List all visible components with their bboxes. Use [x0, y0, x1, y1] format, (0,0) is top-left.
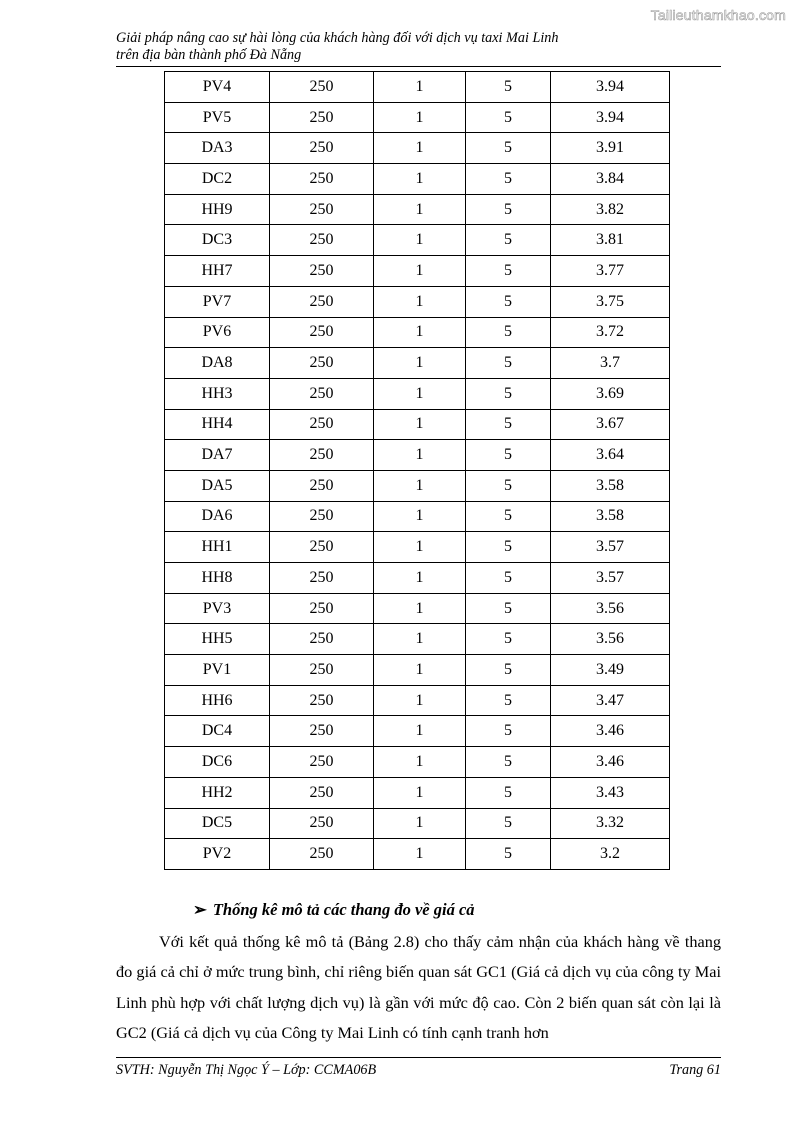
min-cell: 1 — [374, 532, 466, 563]
mean-cell: 3.81 — [551, 225, 670, 256]
max-cell: 5 — [466, 378, 551, 409]
mean-cell: 3.57 — [551, 532, 670, 563]
watermark: Tailieuthamkhao.com — [650, 7, 786, 23]
min-cell: 1 — [374, 164, 466, 195]
table-row — [165, 777, 670, 808]
max-cell: 5 — [466, 532, 551, 563]
mean-cell: 3.47 — [551, 685, 670, 716]
table-row — [165, 532, 670, 563]
max-cell: 5 — [466, 164, 551, 195]
min-cell: 1 — [374, 716, 466, 747]
variable-cell: DC2 — [165, 164, 270, 195]
mean-cell: 3.91 — [551, 133, 670, 164]
max-cell: 5 — [466, 808, 551, 839]
max-cell: 5 — [466, 72, 551, 103]
n-cell: 250 — [270, 378, 374, 409]
n-cell: 250 — [270, 470, 374, 501]
min-cell: 1 — [374, 133, 466, 164]
table-row — [165, 624, 670, 655]
min-cell: 1 — [374, 286, 466, 317]
variable-cell: HH7 — [165, 256, 270, 287]
min-cell: 1 — [374, 593, 466, 624]
mean-cell: 3.84 — [551, 164, 670, 195]
variable-cell: PV3 — [165, 593, 270, 624]
mean-cell: 3.58 — [551, 501, 670, 532]
max-cell: 5 — [466, 225, 551, 256]
min-cell: 1 — [374, 317, 466, 348]
max-cell: 5 — [466, 747, 551, 778]
max-cell: 5 — [466, 685, 551, 716]
variable-cell: HH3 — [165, 378, 270, 409]
max-cell: 5 — [466, 501, 551, 532]
min-cell: 1 — [374, 501, 466, 532]
mean-cell: 3.49 — [551, 655, 670, 686]
n-cell: 250 — [270, 256, 374, 287]
mean-cell: 3.82 — [551, 194, 670, 225]
mean-cell: 3.46 — [551, 716, 670, 747]
max-cell: 5 — [466, 440, 551, 471]
table-row — [165, 164, 670, 195]
table-row — [165, 102, 670, 133]
footer-author: SVTH: Nguyễn Thị Ngọc Ý – Lớp: CCMA06B — [116, 1062, 377, 1078]
n-cell: 250 — [270, 164, 374, 195]
variable-cell: HH6 — [165, 685, 270, 716]
max-cell: 5 — [466, 593, 551, 624]
min-cell: 1 — [374, 747, 466, 778]
variable-cell: HH2 — [165, 777, 270, 808]
min-cell: 1 — [374, 808, 466, 839]
max-cell: 5 — [466, 317, 551, 348]
descriptive-stats-table — [164, 71, 670, 870]
table-row — [165, 378, 670, 409]
n-cell: 250 — [270, 72, 374, 103]
min-cell: 1 — [374, 256, 466, 287]
variable-cell: DA7 — [165, 440, 270, 471]
max-cell: 5 — [466, 102, 551, 133]
mean-cell: 3.56 — [551, 624, 670, 655]
table-row — [165, 286, 670, 317]
mean-cell: 3.58 — [551, 470, 670, 501]
page-number: Trang 61 — [669, 1062, 721, 1078]
min-cell: 1 — [374, 839, 466, 870]
max-cell: 5 — [466, 256, 551, 287]
variable-cell: PV4 — [165, 72, 270, 103]
min-cell: 1 — [374, 470, 466, 501]
max-cell: 5 — [466, 348, 551, 379]
n-cell: 250 — [270, 409, 374, 440]
table-row — [165, 194, 670, 225]
variable-cell: PV1 — [165, 655, 270, 686]
arrow-bullet-icon: ➢ — [193, 900, 207, 919]
variable-cell: DA3 — [165, 133, 270, 164]
mean-cell: 3.67 — [551, 409, 670, 440]
table-row — [165, 133, 670, 164]
section-heading-text: Thống kê mô tả các thang đo về giá cả — [212, 900, 475, 919]
n-cell: 250 — [270, 317, 374, 348]
n-cell: 250 — [270, 563, 374, 594]
mean-cell: 3.75 — [551, 286, 670, 317]
table-row — [165, 470, 670, 501]
n-cell: 250 — [270, 440, 374, 471]
min-cell: 1 — [374, 563, 466, 594]
min-cell: 1 — [374, 440, 466, 471]
max-cell: 5 — [466, 409, 551, 440]
body-paragraph: Với kết quả thống kê mô tả (Bảng 2.8) cho thấy cảm nhận của khách hàng về thang đo giá cả chỉ ở mức trung bình, chỉ riêng biến quan sát GC1 (Giá cả dịch vụ của công ty Mai Linh phù hợp với chất lượng dịch vụ) là gần với mức độ cao. Còn 2 biến quan sát còn lại là GC2 (Giá cả dịch vụ của Công ty Mai Linh có tính cạnh tranh hơn — [116, 932, 721, 1043]
page-header — [116, 30, 721, 64]
table-row — [165, 256, 670, 287]
header-line-2: trên địa bàn thành phố Đà Nẵng — [116, 47, 302, 63]
mean-cell: 3.2 — [551, 839, 670, 870]
table-row — [165, 655, 670, 686]
max-cell: 5 — [466, 194, 551, 225]
table-row — [165, 317, 670, 348]
variable-cell: DC5 — [165, 808, 270, 839]
mean-cell: 3.56 — [551, 593, 670, 624]
variable-cell: HH4 — [165, 409, 270, 440]
max-cell: 5 — [466, 839, 551, 870]
mean-cell: 3.94 — [551, 102, 670, 133]
variable-cell: HH9 — [165, 194, 270, 225]
n-cell: 250 — [270, 532, 374, 563]
mean-cell: 3.46 — [551, 747, 670, 778]
min-cell: 1 — [374, 685, 466, 716]
section-heading — [193, 900, 475, 920]
max-cell: 5 — [466, 133, 551, 164]
header-divider — [116, 66, 721, 67]
n-cell: 250 — [270, 225, 374, 256]
min-cell: 1 — [374, 72, 466, 103]
min-cell: 1 — [374, 777, 466, 808]
variable-cell: PV2 — [165, 839, 270, 870]
header-line-1: Giải pháp nâng cao sự hài lòng của khách hàng đối với dịch vụ taxi Mai Linh — [116, 30, 559, 46]
variable-cell: PV6 — [165, 317, 270, 348]
mean-cell: 3.94 — [551, 72, 670, 103]
table-row — [165, 808, 670, 839]
table-row — [165, 348, 670, 379]
mean-cell: 3.72 — [551, 317, 670, 348]
n-cell: 250 — [270, 839, 374, 870]
table-row — [165, 563, 670, 594]
n-cell: 250 — [270, 286, 374, 317]
max-cell: 5 — [466, 563, 551, 594]
n-cell: 250 — [270, 102, 374, 133]
variable-cell: DC3 — [165, 225, 270, 256]
max-cell: 5 — [466, 777, 551, 808]
table-row — [165, 72, 670, 103]
footer-divider — [116, 1057, 721, 1058]
table-row — [165, 747, 670, 778]
table-row — [165, 440, 670, 471]
variable-cell: HH5 — [165, 624, 270, 655]
mean-cell: 3.57 — [551, 563, 670, 594]
min-cell: 1 — [374, 102, 466, 133]
table-row — [165, 839, 670, 870]
variable-cell: PV5 — [165, 102, 270, 133]
min-cell: 1 — [374, 348, 466, 379]
table-row — [165, 501, 670, 532]
n-cell: 250 — [270, 716, 374, 747]
max-cell: 5 — [466, 286, 551, 317]
mean-cell: 3.69 — [551, 378, 670, 409]
min-cell: 1 — [374, 655, 466, 686]
mean-cell: 3.32 — [551, 808, 670, 839]
min-cell: 1 — [374, 378, 466, 409]
table-row — [165, 593, 670, 624]
table-row — [165, 716, 670, 747]
n-cell: 250 — [270, 194, 374, 225]
max-cell: 5 — [466, 716, 551, 747]
variable-cell: HH1 — [165, 532, 270, 563]
n-cell: 250 — [270, 348, 374, 379]
n-cell: 250 — [270, 624, 374, 655]
max-cell: 5 — [466, 470, 551, 501]
min-cell: 1 — [374, 409, 466, 440]
mean-cell: 3.77 — [551, 256, 670, 287]
variable-cell: DA8 — [165, 348, 270, 379]
mean-cell: 3.43 — [551, 777, 670, 808]
n-cell: 250 — [270, 133, 374, 164]
table-row — [165, 409, 670, 440]
mean-cell: 3.7 — [551, 348, 670, 379]
max-cell: 5 — [466, 655, 551, 686]
table-row — [165, 225, 670, 256]
max-cell: 5 — [466, 624, 551, 655]
n-cell: 250 — [270, 685, 374, 716]
n-cell: 250 — [270, 808, 374, 839]
variable-cell: DA5 — [165, 470, 270, 501]
n-cell: 250 — [270, 593, 374, 624]
min-cell: 1 — [374, 225, 466, 256]
variable-cell: DC4 — [165, 716, 270, 747]
min-cell: 1 — [374, 194, 466, 225]
variable-cell: HH8 — [165, 563, 270, 594]
variable-cell: DC6 — [165, 747, 270, 778]
variable-cell: DA6 — [165, 501, 270, 532]
variable-cell: PV7 — [165, 286, 270, 317]
n-cell: 250 — [270, 777, 374, 808]
min-cell: 1 — [374, 624, 466, 655]
table-row — [165, 685, 670, 716]
n-cell: 250 — [270, 655, 374, 686]
n-cell: 250 — [270, 747, 374, 778]
n-cell: 250 — [270, 501, 374, 532]
mean-cell: 3.64 — [551, 440, 670, 471]
